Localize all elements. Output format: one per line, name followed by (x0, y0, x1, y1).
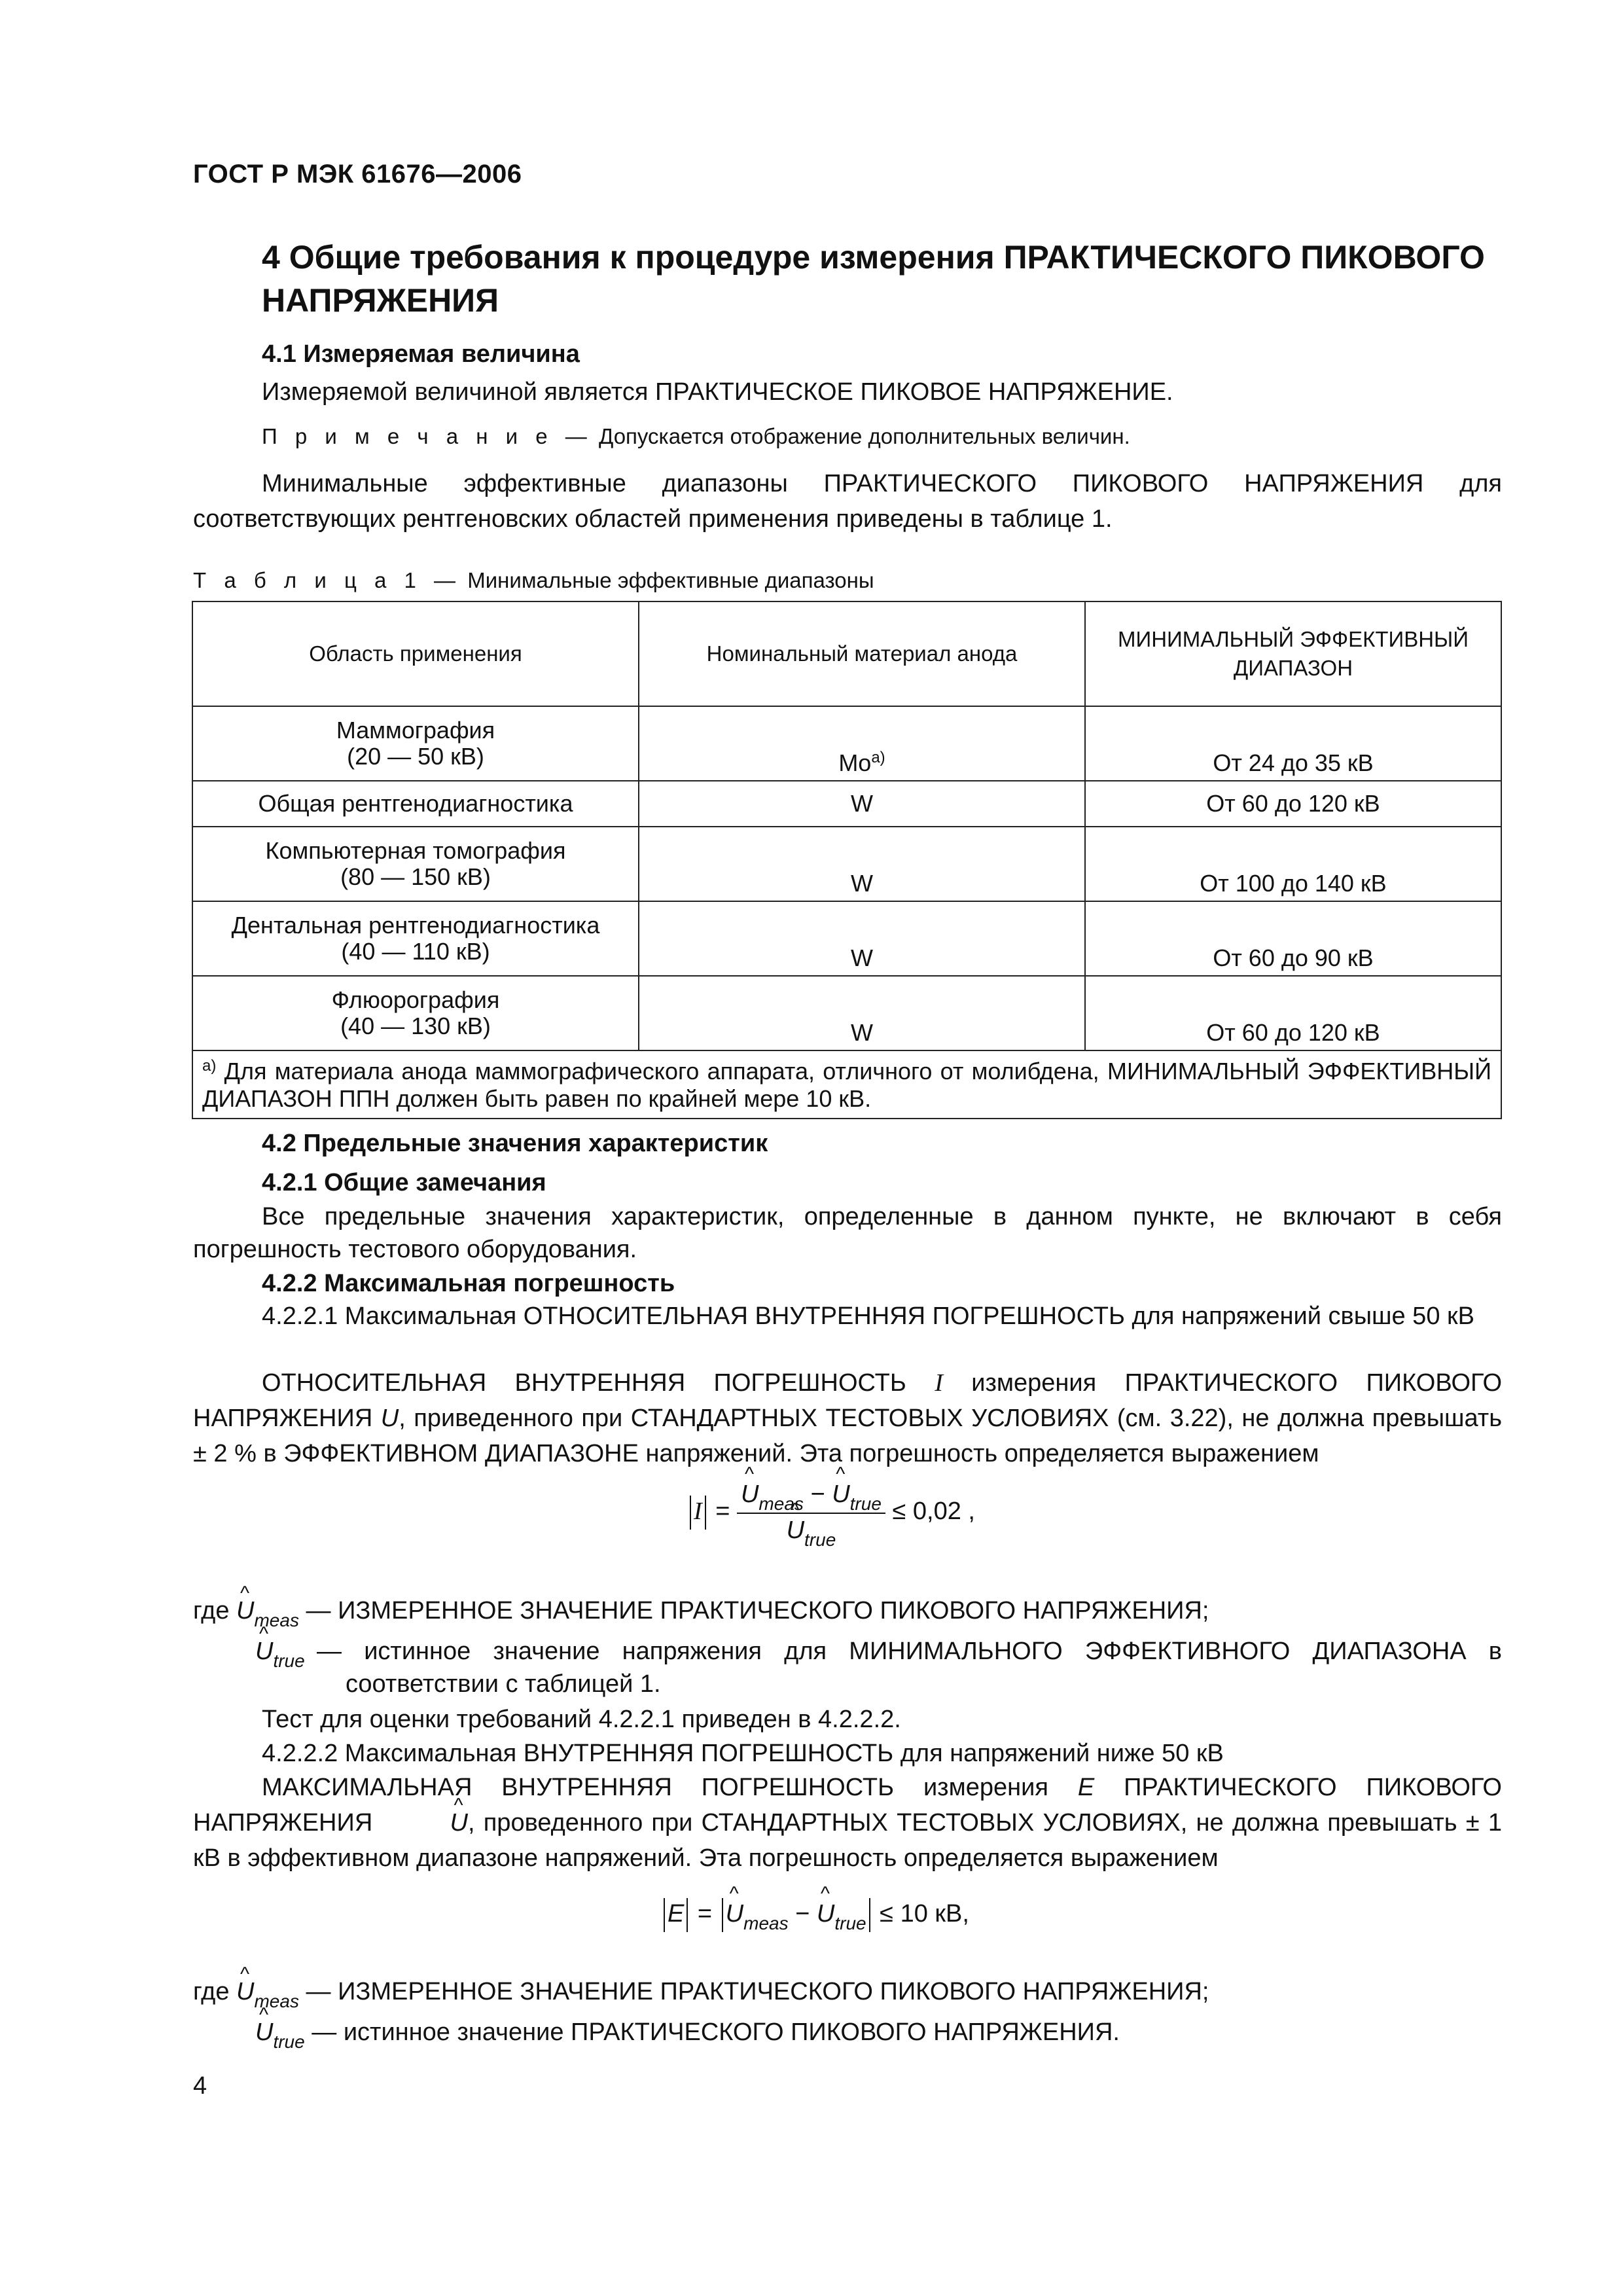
formula-relative-error: I = ^ $U_{meas}$ − ^ $U_{true}$ ^ $U_{true}$ ≤ 0,02 , (687, 1480, 975, 1545)
section-4-2-title: 4.2 Предельные значения характеристик (262, 1130, 768, 1157)
table-row (192, 976, 1501, 1050)
table-footnote: $^{а)}$ Для материала анода маммографического аппарата, отличного от молибдена, МИНИМАЛЬНЫЙ ЭФФЕКТИВНЫЙ ДИАПАЗОН ППН должен быть равен по крайней мере 10 кВ. (192, 1050, 1501, 1119)
table-cell-range: От 60 до 120 кВ (1085, 781, 1501, 827)
table-cell-area: Общая рентгенодиагностика (192, 781, 639, 827)
table-cell-anode: $Mo^{а)}$ (639, 706, 1085, 781)
table-cell-range: От 60 до 90 кВ (1085, 901, 1501, 976)
table-header-cell: МИНИМАЛЬНЫЙ ЭФФЕКТИВНЫЙ ДИАПАЗОН (1085, 601, 1501, 706)
section-4-1-title: 4.1 Измеряемая величина (262, 340, 580, 368)
table-caption-label: Т а б л и ц а 1 — (193, 568, 462, 592)
table-row (192, 827, 1501, 901)
table-cell-area: Маммография (20 — 50 кВ) (192, 706, 639, 781)
section-4-2-2-1-text: ОТНОСИТЕЛЬНАЯ ВНУТРЕННЯЯ ПОГРЕШНОСТЬ I измерения ПРАКТИЧЕСКОГО ПИКОВОГО НАПРЯЖЕНИЯ U, приведенного при СТАНДАРТНЫХ ТЕСТОВЫХ УСЛОВИЯХ (см. 3.22), не должна превышать ± 2 % в ЭФФЕКТИВНОМ ДИАПАЗОНЕ напряжений. Эта погрешность определяется выражением (193, 1369, 1503, 1467)
definition-u-meas-2: где ^ $U_{meas}$ — ИЗМЕРЕННОЕ ЗНАЧЕНИЕ ПРАКТИЧЕСКОГО ПИКОВОГО НАПРЯЖЕНИЯ; (193, 1975, 1502, 2010)
document-header: ГОСТ Р МЭК 61676—2006 (193, 160, 522, 188)
table-cell-range: От 100 до 140 кВ (1085, 827, 1501, 901)
test-reference-text: Тест для оценки требований 4.2.2.1 приведен в 4.2.2.2. (262, 1706, 901, 1733)
table-cell-anode: W (639, 827, 1085, 901)
table-header-row (192, 601, 1501, 706)
table-cell-area: Компьютерная томография (80 — 150 кВ) (192, 827, 639, 901)
section-4-2-1-title: 4.2.1 Общие замечания (262, 1169, 546, 1196)
table-row (192, 901, 1501, 976)
section-4-1-paragraph: Измеряемой величиной является ПРАКТИЧЕСКОЕ ПИКОВОЕ НАПРЯЖЕНИЕ. (262, 378, 1173, 406)
table-1-caption (193, 568, 874, 593)
section-4-2-2-2-text: МАКСИМАЛЬНАЯ ВНУТРЕННЯЯ ПОГРЕШНОСТЬ измерения E ПРАКТИЧЕСКОГО ПИКОВОГО НАПРЯЖЕНИЯ ^ U, проведенного при СТАНДАРТНЫХ ТЕСТОВЫХ УСЛОВИЯХ, не должна превышать ± 1 кВ в эффективном диапазоне напряжений. Эта погрешность определяется выражением (193, 1770, 1502, 1876)
section-4-1-paragraph-2: Минимальные эффективные диапазоны ПРАКТИЧЕСКОГО ПИКОВОГО НАПРЯЖЕНИЯ для соответствующих рентгеновских областей применения приведены в таблице 1. (193, 470, 1502, 533)
table-cell-range: От 24 до 35 кВ (1085, 706, 1501, 781)
section-4-2-2-2-heading: 4.2.2.2 Максимальная ВНУТРЕННЯЯ ПОГРЕШНОСТЬ для напряжений ниже 50 кВ (262, 1740, 1224, 1767)
formula-fraction: ^ $U_{meas}$ − ^ $U_{true}$ ^ $U_{true}$ (737, 1480, 885, 1545)
page-number: 4 (193, 2072, 207, 2100)
table-cell-anode: W (639, 781, 1085, 827)
definition-u-true-2: ^ $U_{true}$ — истинное значение ПРАКТИЧЕСКОГО ПИКОВОГО НАПРЯЖЕНИЯ. (255, 2016, 1502, 2051)
section-4-2-2-title: 4.2.2 Максимальная погрешность (262, 1270, 675, 1297)
document-page: ГОСТ Р МЭК 61676—2006 4 Общие требования к процедуре измерения ПРАКТИЧЕСКОГО ПИКОВОГО НАПРЯЖЕНИЯ 4.1 Измеряемая величина Измеряемой величиной является ПРАКТИЧЕСКОЕ ПИКОВОЕ НАПРЯЖЕНИЕ. П р и м е ч а н и е — Допускается отображение дополнительных величин. Минимальные эффективные диапазоны ПРАКТИЧЕСКОГО ПИКОВОГО НАПРЯЖЕНИЯ для соответствующих рентгеновских областей применения приведены в таблице 1. Т а б л и ц а 1 — Минимальные эффективные диапазоны Область применения Номинальный материал анода МИНИМАЛЬНЫЙ ЭФФЕКТИВНЫЙ ДИАПАЗОН Маммография (20 — 50 кВ) $Mo^{а)}$ От 24 до 35 кВ Общая рентгенодиагностика W От 60 до 120 кВ Компьютерная томография (80 — 150 кВ) W От 100 до 140 кВ Дентальная рентгенодиагностика (40 — 110 кВ) W От 60 до 90 кВ Флюорография (40 — 130 кВ) W От 60 до 120 кВ $^{а)}$ Для материала анода маммографического аппарата, отличного от молибдена, МИНИМАЛЬНЫЙ ЭФФЕКТИВНЫЙ ДИАПАЗОН ППН должен быть равен по крайней мере 10 кВ. 4.2 Предельные значения характеристик 4.2.1 Общие замечания Все предельные значения характеристик, определенные в данном пункте, не включают в себя погрешность тестового оборудования. 4.2.2 Максимальная погрешность 4.2.2.1 Максимальная ОТНОСИТЕЛЬНАЯ ВНУТРЕННЯЯ ПОГРЕШНОСТЬ для напряжений свыше 50 кВ ОТНОСИТЕЛЬНАЯ ВНУТРЕННЯЯ ПОГРЕШНОСТЬ I измерения ПРАКТИЧЕСКОГО ПИКОВОГО НАПРЯЖЕНИЯ U, приведенного при СТАНДАРТНЫХ ТЕСТОВЫХ УСЛОВИЯХ (см. 3.22), не должна превышать ± 2 % в ЭФФЕКТИВНОМ ДИАПАЗОНЕ напряжений. Эта погрешность определяется выражением I = ^ $U_{meas}$ − ^ $U_{true}$ ^ $U_{true}$ ≤ 0,02 , где ^ $U_{meas}$ — ИЗМЕРЕННОЕ ЗНАЧЕНИЕ ПРАКТИЧЕСКОГО ПИКОВОГО НАПРЯЖЕНИЯ; ^ $U_{true}$ — истинное значение напряжения для МИНИМАЛЬНОГО ЭФФЕКТИВНОГО ДИАПАЗОНА в соответствии с таблицей 1. Тест для оценки требований 4.2.2.1 приведен в 4.2.2.2. 4.2.2.2 Максимальная ВНУТРЕННЯЯ ПОГРЕШНОСТЬ для напряжений ниже 50 кВ МАКСИМАЛЬНАЯ ВНУТРЕННЯЯ ПОГРЕШНОСТЬ измерения E ПРАКТИЧЕСКОГО ПИКОВОГО НАПРЯЖЕНИЯ ^ U, проведенного при СТАНДАРТНЫХ ТЕСТОВЫХ УСЛОВИЯХ, не должна превышать ± 1 кВ в эффективном диапазоне напряжений. Эта погрешность определяется выражением E = ^ $U_{meas}$ − ^ $U_{true} \le 10$ кВ, где ^ $U_{meas}$ — ИЗМЕРЕННОЕ ЗНАЧЕНИЕ ПРАКТИЧЕСКОГО ПИКОВОГО НАПРЯЖЕНИЯ; ^ $U_{true}$ — истинное значение ПРАКТИЧЕСКОГО ПИКОВОГО НАПРЯЖЕНИЯ. 4 (0, 0, 1623, 2296)
table-row (192, 781, 1501, 827)
note-label: П р и м е ч а н и е — (262, 424, 593, 448)
formula-absolute-error: E = ^ $U_{meas}$ − ^ $U_{true} \le 10$ кВ, (661, 1898, 969, 1932)
table-header-cell: Номинальный материал анода (639, 601, 1085, 706)
table-caption-text: Минимальные эффективные диапазоны (467, 568, 874, 592)
section-4-2-2-1-heading: 4.2.2.1 Максимальная ОТНОСИТЕЛЬНАЯ ВНУТРЕННЯЯ ПОГРЕШНОСТЬ для напряжений свыше 50 кВ (262, 1302, 1474, 1330)
table-cell-anode: W (639, 901, 1085, 976)
section-4-2-1-text: Все предельные значения характеристик, определенные в данном пункте, не включают в себя погрешность тестового оборудования. (193, 1203, 1502, 1263)
table-1 (192, 601, 1502, 1119)
table-cell-range: От 60 до 120 кВ (1085, 976, 1501, 1050)
table-header-cell: Область применения (192, 601, 639, 706)
section-4-title: 4 Общие требования к процедуре измерения ПРАКТИЧЕСКОГО ПИКОВОГО НАПРЯЖЕНИЯ (262, 239, 1485, 319)
table-footnote-row (192, 1050, 1501, 1119)
table-row (192, 706, 1501, 781)
table-cell-area: Дентальная рентгенодиагностика (40 — 110 кВ) (192, 901, 639, 976)
note (262, 424, 1130, 449)
definition-u-meas-1: где ^ $U_{meas}$ — ИЗМЕРЕННОЕ ЗНАЧЕНИЕ ПРАКТИЧЕСКОГО ПИКОВОГО НАПРЯЖЕНИЯ; (193, 1594, 1502, 1629)
table-cell-area: Флюорография (40 — 130 кВ) (192, 976, 639, 1050)
table-cell-anode: W (639, 976, 1085, 1050)
note-text: Допускается отображение дополнительных величин. (598, 424, 1130, 448)
